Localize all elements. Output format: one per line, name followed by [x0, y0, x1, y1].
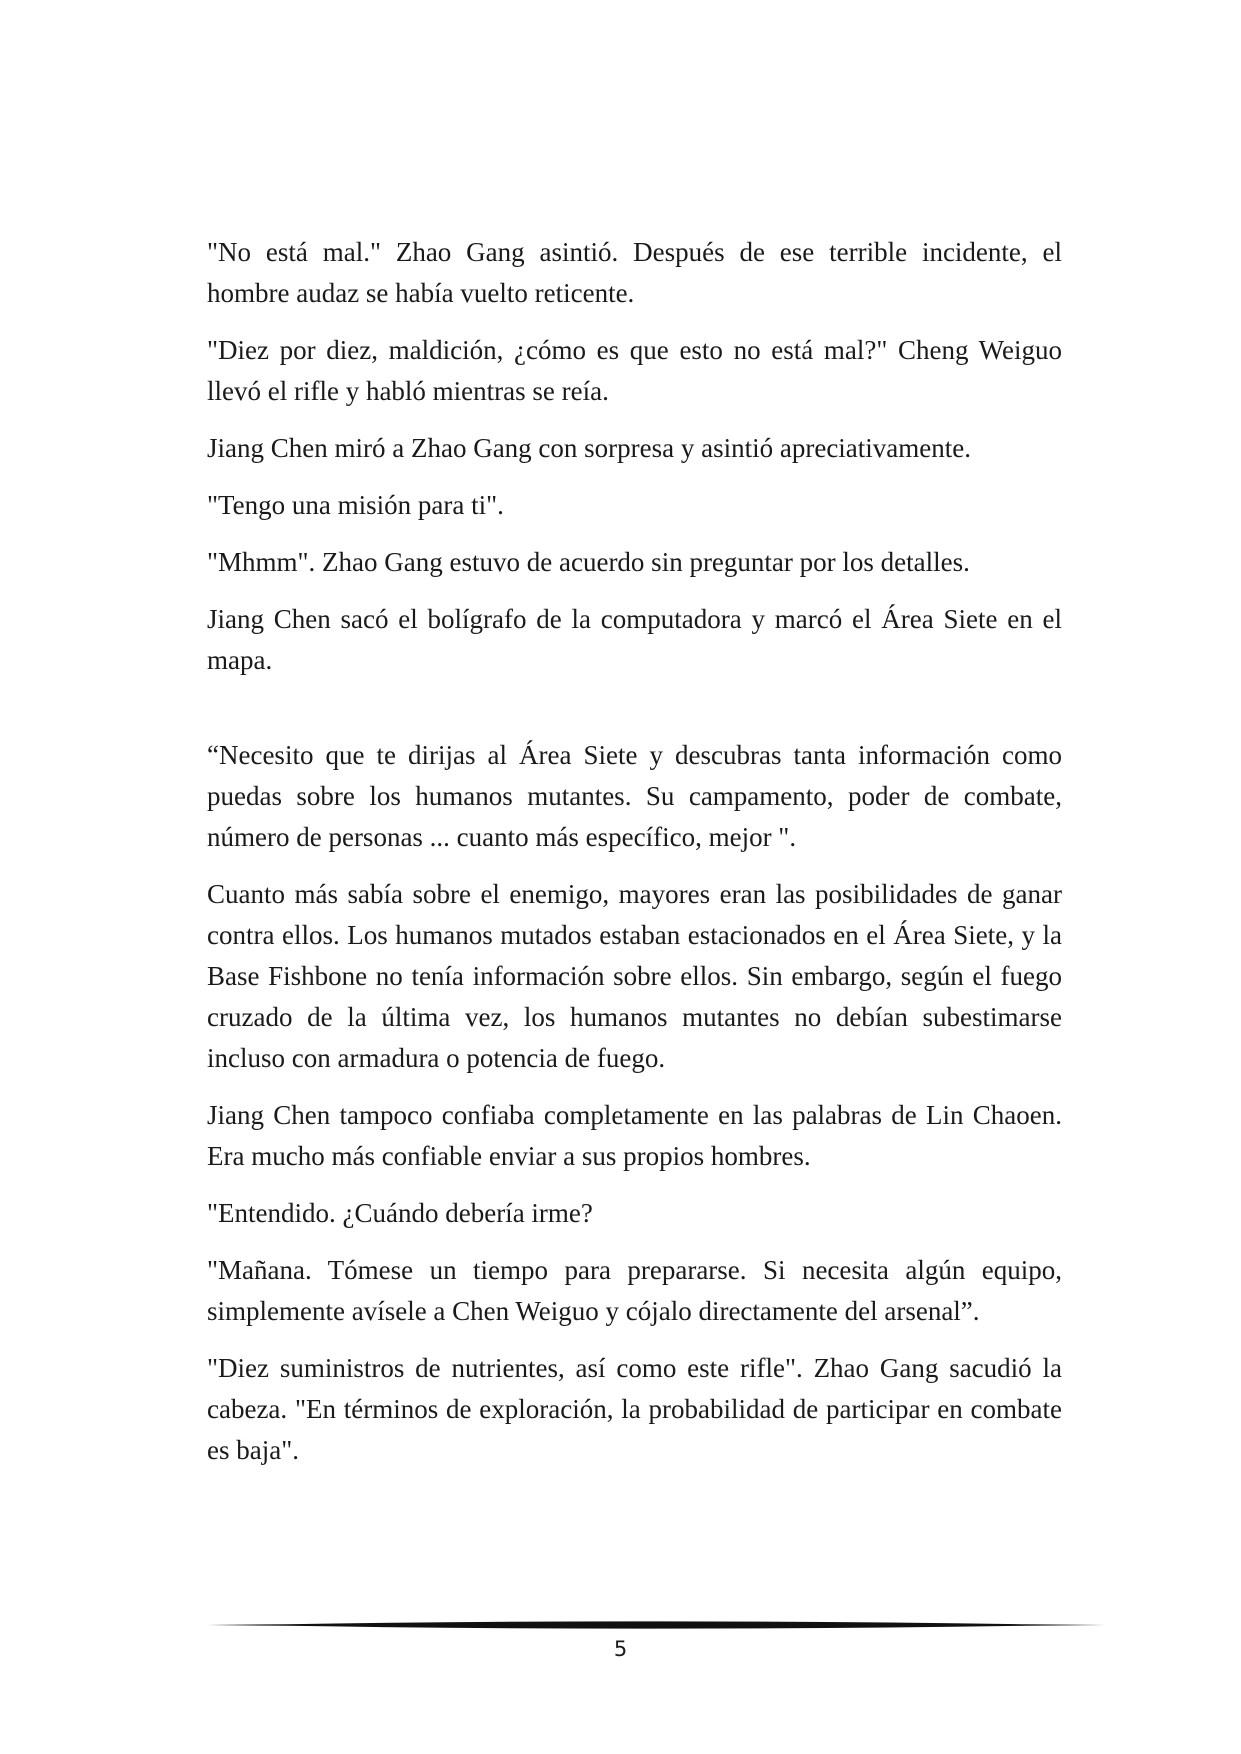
- page-number: 5: [613, 1637, 628, 1661]
- paragraph-12: "Diez suministros de nutrientes, así como este rifle". Zhao Gang sacudió la cabeza. "En términos de exploración, la probabilidad de participar en combate es baja".: [207, 1353, 1062, 1465]
- footer-divider: [207, 1617, 1105, 1633]
- paragraph-1: "No está mal." Zhao Gang asintió. Después de ese terrible incidente, el hombre audaz se había vuelto reticente.: [207, 237, 1062, 308]
- paragraph-6: Jiang Chen sacó el bolígrafo de la computadora y marcó el Área Siete en el mapa.: [207, 604, 1062, 675]
- paragraph-7: “Necesito que te dirijas al Área Siete y descubras tanta información como puedas sobre los humanos mutantes. Su campamento, poder de combate, número de personas ... cuanto más específico, mejor ".: [207, 740, 1062, 852]
- paragraph-10: "Entendido. ¿Cuándo debería irme?: [207, 1198, 593, 1228]
- paragraph-11: "Mañana. Tómese un tiempo para prepararse. Si necesita algún equipo, simplemente avísele a Chen Weiguo y cójalo directamente del arsenal”.: [207, 1255, 1062, 1326]
- paragraph-2: "Diez por diez, maldición, ¿cómo es que esto no está mal?" Cheng Weiguo llevó el rifle y habló mientras se reía.: [207, 335, 1062, 406]
- body-text: [207, 232, 1062, 1487]
- paragraph-9: Jiang Chen tampoco confiaba completamente en las palabras de Lin Chaoen. Era mucho más confiable enviar a sus propios hombres.: [207, 1100, 1062, 1171]
- paragraph-4: "Tengo una misión para ti".: [207, 490, 504, 520]
- paragraph-5: "Mhmm". Zhao Gang estuvo de acuerdo sin preguntar por los detalles.: [207, 547, 970, 577]
- paragraph-8: Cuanto más sabía sobre el enemigo, mayores eran las posibilidades de ganar contra ellos. Los humanos mutados estaban estacionados en el Área Siete, y la Base Fishbone no tenía información sobre ellos. Sin embargo, según el fuego cruzado de la última vez, los humanos mutantes no debían subestimarse incluso con armadura o potencia de fuego.: [207, 879, 1062, 1073]
- paragraph-3: Jiang Chen miró a Zhao Gang con sorpresa y asintió apreciativamente.: [207, 433, 972, 463]
